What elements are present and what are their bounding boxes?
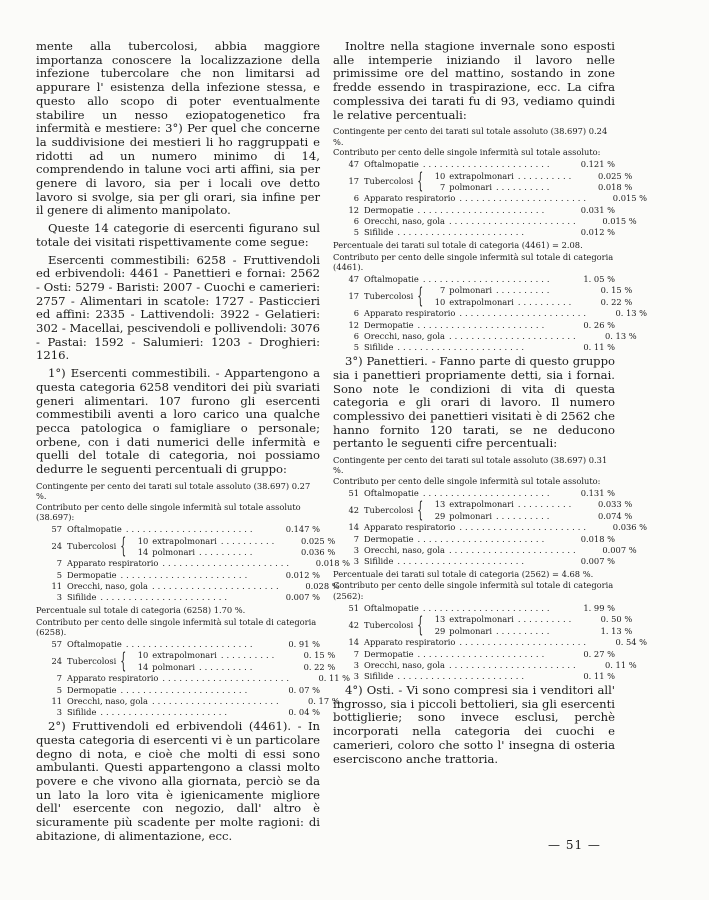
brace-icon: { — [417, 284, 424, 309]
stat-subheading: Contributo per cento delle singole infermità sul totale assoluto (38.697): — [36, 501, 301, 523]
left-column — [36, 39, 351, 847]
stat-subheading: Contributo per cento delle singole infermità sul totale assoluto: — [333, 475, 601, 486]
tubercolosi-row: 17 Tubercolosi { 10 extrapolmonari .......... 0.025 % 7 polmonari .......... 0.018 % — [348, 169, 633, 194]
stat-heading: Contingente per cento dei tarati sul totale assoluto (38.697) 0.24 %. — [333, 126, 608, 147]
stat-subheading: Contributo per cento delle singole infermità sul totale di categoria (4461). — [333, 251, 614, 272]
stat-subheading: Contributo per cento delle singole infermità sul totale di categoria (2562): — [333, 580, 614, 601]
stat-heading: Contingente per cento dei tarati sul totale assoluto (38.697) 0.31 %. — [333, 455, 608, 476]
section-panettieri: 3°) Panettieri. - Fanno parte di questo gruppo sia i panettieri propriamente detti, sia i fornai. Sono note le condizioni di vita di questa categoria e gli orari di lavoro. Il numero complessivo dei panettieri visitati è di 2562 che hanno fornito 120 tarati, se ne deducono pertanto le seguenti cifre percentuali: — [333, 354, 615, 451]
stat-row: 3 Orecchi, naso, gola ....................... 0.007 % — [353, 544, 637, 555]
stat-row: 51 Oftalmopatie ....................... 1. 99 % — [348, 602, 615, 613]
stat-row: 6 Orecchi, naso, gola ....................... 0.015 % — [353, 216, 637, 227]
page-number: — 51 — — [548, 838, 601, 852]
brace-icon: { — [120, 649, 127, 674]
stat-row: 7 Dermopatie ....................... 0.018 % — [353, 533, 615, 544]
stat-row: 7 Apparato respiratorio ....................... 0. 11 % — [56, 673, 351, 684]
paragraph: Inoltre nella stagione invernale sono esposti alle intemperie iniziando il lavoro nelle primissime ore del mattino, sostando in zone fredde essendo in traspirazione, ecc. La cifra complessiva dei tarati fu di 93, vediamo quindi le relative percentuali: — [333, 39, 615, 122]
section-osti: 4°) Osti. - Vi sono compresi sia i venditori all' ingrosso, sia i piccoli bettolieri, sia gli esercenti bottiglierie; sono invece esclusi, perchè incorporati nella categoria dei cuochi e camerieri, coloro che sotto l' insegna di osteria eserciscono anche trattoria. — [333, 683, 615, 766]
tubercolosi-row: 24 Tubercolosi { 10 extrapolmonari .......... 0. 15 % 14 polmonari .......... 0. 22 % — [51, 649, 336, 674]
stat-row: 11 Orecchi, naso, gola ....................... 0. 17 % — [51, 696, 340, 707]
stat-row: 5 Sifilide ....................... 0. 11 % — [353, 342, 615, 353]
stat-row: 51 Oftalmopatie ....................... 0.131 % — [348, 487, 615, 498]
stat-row: 57 Oftalmopatie ....................... 0. 91 % — [51, 639, 320, 650]
stat-table — [333, 158, 648, 238]
stat-heading: Contingente per cento dei tarati sul totale assoluto (38.697) 0.27 %. — [36, 480, 311, 502]
category-list: Esercenti commestibili: 6258 - Fruttivendoli ed erbivendoli: 4461 - Panettieri e fornai: 2562 - Osti: 5279 - Baristi: 2007 - Cuochi e camerieri: 2757 - Alimentari in scatole: 1727 - Pasticcieri ed affini: 2335 - Lattivendoli: 3922 - Gelatieri: 302 - Macellai, pescivendoli e pollivendoli: 3076 - Pastai: 1592 - Salumieri: 1203 - Droghieri: 1216. — [36, 252, 320, 363]
stat-row: 12 Dermopatie ....................... 0.031 % — [348, 204, 615, 215]
brace-icon: { — [417, 613, 424, 638]
tubercolosi-row: 42 Tubercolosi { 13 extrapolmonari .......... 0.033 % 29 polmonari .......... 0.074 % — [348, 498, 633, 523]
stat-table — [36, 638, 351, 718]
brace-icon: { — [417, 498, 424, 523]
stat-row: 14 Apparato respiratorio ....................... 0. 54 % — [348, 637, 648, 648]
stat-row: 7 Apparato respiratorio ....................... 0.018 % — [56, 558, 351, 569]
stat-row: 5 Dermopatie ....................... 0.012 % — [56, 569, 320, 580]
stat-row: 6 Apparato respiratorio ....................... 0. 13 % — [353, 308, 648, 319]
stat-row: 12 Dermopatie ....................... 0. 26 % — [348, 319, 615, 330]
stat-row: 14 Apparato respiratorio ....................... 0.036 % — [348, 522, 648, 533]
paragraph: Queste 14 categorie di esercenti figurano sul totale dei visitati rispettivamente come segue: — [36, 221, 320, 249]
tubercolosi-row: 42 Tubercolosi { 13 extrapolmonari .......... 0. 50 % 29 polmonari .......... 1. 13 % — [348, 613, 633, 638]
stat-subheading: Contributo per cento delle singole infermità sul totale di categoria (6258). — [36, 616, 317, 637]
brace-icon: { — [120, 534, 127, 559]
stat-table — [333, 487, 648, 567]
stat-row: 3 Sifilide ....................... 0. 11 % — [353, 671, 615, 682]
tubercolosi-row: 17 Tubercolosi { 7 polmonari .......... 0. 15 % 10 extrapolmonari .......... 0. 22 % — [348, 284, 633, 309]
paragraph: mente alla tubercolosi, abbia maggiore importanza conoscere la localizzazione della infezione tubercolare che non limitarsi ad appurare l' esistenza della infezione stessa, e questo allo scopo di poter eventualmente stabilire un nesso eziopatogenetico fra infermità e mestiere: 3°) Per quel che concerne la suddivisione dei mestieri li ho raggruppati e ridotti ad un numero minimo di 14, comprendendo in talune voci arti affini, sia per genere di lavoro, sia per i locali ove detto lavoro si svolge, sia per gli orari, sia infine per il genere di alimento manipolato. — [36, 39, 320, 218]
stat-row: 3 Sifilide ....................... 0. 04 % — [56, 707, 320, 718]
section-fruttivendoli: 2°) Fruttivendoli ed erbivendoli (4461). - In questa categoria di esercenti vi è un particolare degno di nota, e cioè che molti di essi sono ambulanti. Questi appartengono a classi molto povere e che vivono alla giornata, perciò se da un lato la loro vita è igienicamente migliore dell' esercente con negozio, dall' altro è sicuramente più scadente per molte ragioni: di abitazione, di alimentazione, ecc. — [36, 719, 320, 843]
stat-row: 3 Sifilide ....................... 0.007 % — [353, 556, 615, 567]
brace-icon: { — [417, 169, 424, 194]
stat-table — [333, 602, 648, 682]
stat-row: 3 Sifilide ....................... 0.007 % — [56, 592, 320, 603]
tubercolosi-row: 24 Tubercolosi { 10 extrapolmonari .......... 0.025 % 14 polmonari .......... 0.036 % — [51, 534, 336, 559]
stat-row: 57 Oftalmopatie ....................... 0.147 % — [51, 524, 320, 535]
stat-row: 7 Dermopatie ....................... 0. 27 % — [353, 648, 615, 659]
stat-percentage: Percentuale dei tarati sul totale di categoria (2562) = 4.68 %. — [333, 569, 594, 580]
stat-row: 6 Orecchi, naso, gola ....................... 0. 13 % — [353, 331, 637, 342]
stat-row: 6 Apparato respiratorio ....................... 0.015 % — [353, 193, 648, 204]
right-column — [333, 39, 648, 770]
section-commestibili: 1°) Esercenti commestibili. - Appartengono a questa categoria 6258 venditori dei più svariati generi alimentari. 107 furono gli esercenti commestibili aventi a loro carico una qualche pecca patologica o famigliare o personale; orbene, con i dati numerici delle infermità e quelli del totale di categoria, noi possiamo dedurre le seguenti percentuali di gruppo: — [36, 366, 320, 477]
stat-table — [36, 523, 351, 603]
stat-percentage: Percentuale dei tarati sul totale di categoria (4461) = 2.08. — [333, 240, 583, 251]
stat-percentage: Percentuale sul totale di categoria (6258) 1.70 %. — [36, 605, 246, 616]
stat-subheading: Contributo per cento delle singole infermità sul totale assoluto: — [333, 147, 601, 158]
stat-table — [333, 273, 648, 353]
stat-row: 5 Sifilide ....................... 0.012 % — [353, 227, 615, 238]
stat-row: 5 Dermopatie ....................... 0. 07 % — [56, 684, 320, 695]
stat-row: 3 Orecchi, naso, gola ....................... 0. 11 % — [353, 659, 637, 670]
stat-row: 47 Oftalmopatie ....................... 1. 05 % — [348, 274, 615, 285]
stat-row: 11 Orecchi, naso, gola ....................... 0.028 % — [51, 581, 340, 592]
stat-row: 47 Oftalmopatie ....................... 0.121 % — [348, 159, 615, 170]
